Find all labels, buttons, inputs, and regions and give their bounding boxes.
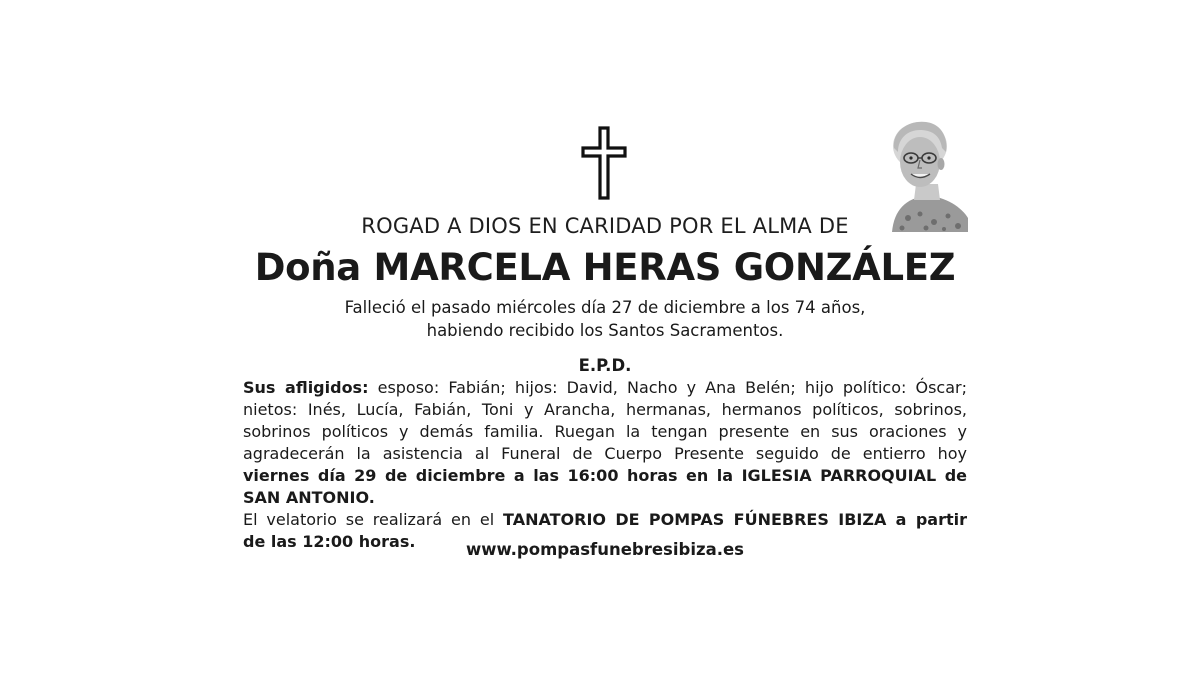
epd-label: E.P.D. xyxy=(578,356,632,375)
death-details xyxy=(243,296,967,342)
wake-line-1 xyxy=(243,509,967,531)
prayer-request-heading: ROGAD A DIOS EN CARIDAD POR EL ALMA DE xyxy=(361,214,849,238)
mourners-line-3: sobrinos políticos y demás familia. Ruegan la tengan presente en sus oraciones y xyxy=(243,422,967,441)
latin-cross-icon xyxy=(581,126,627,200)
notice-body xyxy=(243,377,967,553)
mourners-label: Sus afligidos: xyxy=(243,378,369,397)
wake-venue: TANATORIO DE POMPAS FÚNEBRES IBIZA a partir xyxy=(503,510,968,529)
deceased-name: Doña MARCELA HERAS GONZÁLEZ xyxy=(254,246,956,289)
funeral-line-1: viernes día 29 de diciembre a las 16:00 horas en la IGLESIA PARROQUIAL de xyxy=(243,466,967,485)
mourners-line-2: nietos: Inés, Lucía, Fabián, Toni y Arancha, hermanas, hermanos políticos, sobrinos, xyxy=(243,400,967,419)
funeral-line-2: SAN ANTONIO. xyxy=(243,488,375,507)
mourners-line-1 xyxy=(243,377,967,399)
wake-prefix: El velatorio se realizará en el xyxy=(243,510,504,529)
death-date-line: Falleció el pasado miércoles día 27 de diciembre a los 74 años, xyxy=(344,298,866,317)
mourners-text-1: esposo: Fabián; hijos: David, Nacho y Ana Belén; hijo político: Óscar; xyxy=(368,378,967,397)
sacraments-line: habiendo recibido los Santos Sacramentos. xyxy=(426,321,784,340)
mourners-line-4: agradecerán la asistencia al Funeral de Cuerpo Presente seguido de entierro hoy xyxy=(243,444,967,463)
wake-line-2: de las 12:00 horas. xyxy=(243,532,416,551)
website-link[interactable]: www.pompasfunebresibiza.es xyxy=(465,540,744,559)
